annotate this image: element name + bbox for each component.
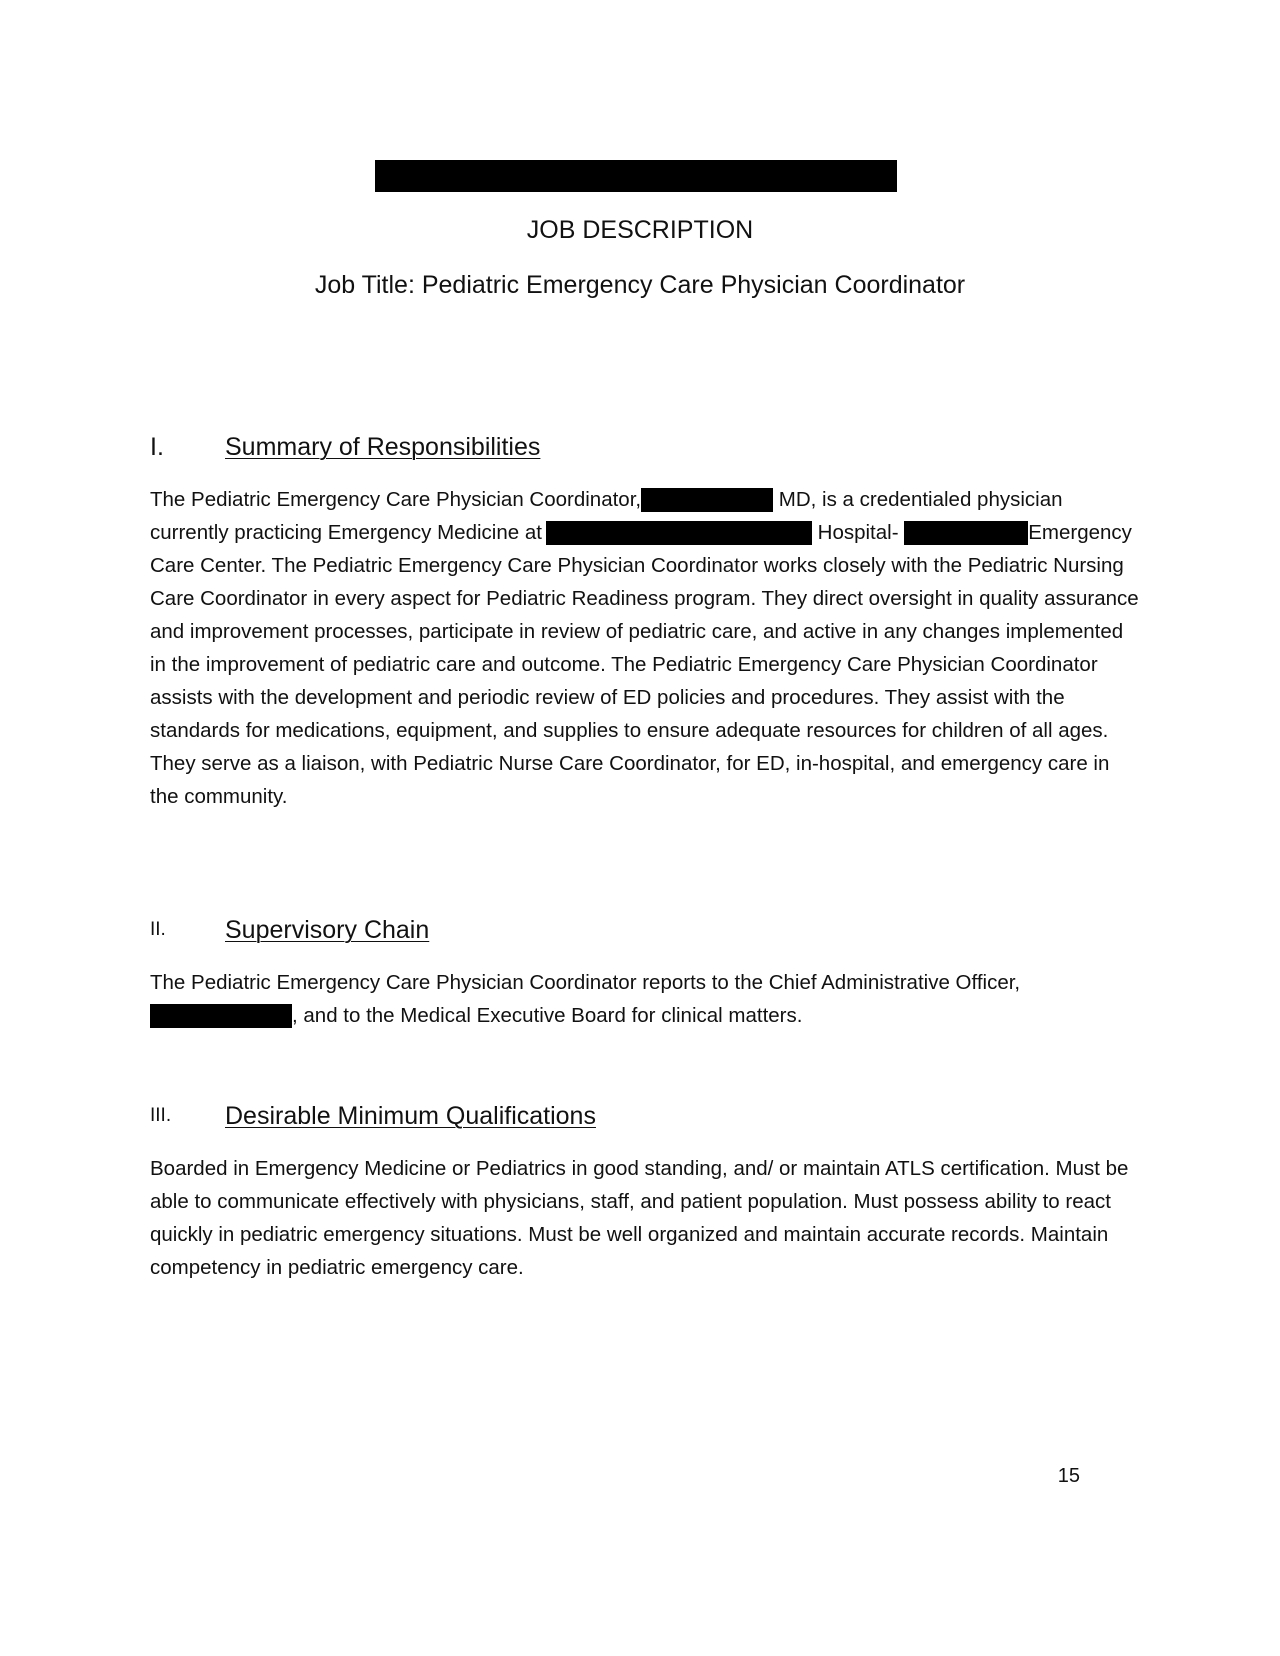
section-summary: [150, 430, 1140, 813]
section-number: I.: [150, 433, 164, 461]
section-heading: [150, 1099, 1140, 1133]
section-number: II.: [150, 919, 166, 940]
section-title: Supervisory Chain: [225, 916, 430, 944]
redacted-name: [641, 488, 773, 512]
redacted-hospital: [546, 521, 812, 545]
job-title: Job Title: Pediatric Emergency Care Physician Coordinator: [314, 271, 966, 299]
redacted-header-block: [375, 160, 897, 192]
section-number: III.: [150, 1105, 172, 1126]
paragraph-text: The Pediatric Emergency Care Physician Coordinator,: [150, 488, 642, 511]
paragraph-text: Emergency Care Center. The Pediatric Emergency Care Physician Coordinator works closely with the Pediatric Nursing Care Coordinator in every aspect for Pediatric Readiness program. They direct oversight in quality assurance and improvement processes, participate in review of pediatric care, and active in any changes implemented in the improvement of pediatric care and outcome. The Pediatric Emergency Care Physician Coordinator assists with the development and periodic review of ED policies and procedures. They assist with the standards for medications, equipment, and supplies to ensure adequate resources for children of all ages. They serve as a liaison, with Pediatric Nurse Care Coordinator, for ED, in-hospital, and emergency care in the community.: [150, 521, 1139, 808]
section-supervisory-chain: [150, 913, 1140, 1032]
section-title: Desirable Minimum Qualifications: [225, 1102, 596, 1130]
document-title: JOB DESCRIPTION: [526, 216, 754, 244]
section-heading: [150, 430, 1140, 464]
section-paragraph: Boarded in Emergency Medicine or Pediatrics in good standing, and/ or maintain ATLS certification. Must be able to communicate effectively with physicians, staff, and patient population. Must possess ability to react quickly in pediatric emergency situations. Must be well organized and maintain accurate records. Maintain competency in pediatric emergency care.: [150, 1157, 1129, 1279]
section-title: Summary of Responsibilities: [225, 433, 541, 461]
paragraph-text: MD, is a credentialed physician currently practicing Emergency Medicine at: [150, 488, 1063, 544]
paragraph-text: The Pediatric Emergency Care Physician Coordinator reports to the Chief Administrative Officer,: [150, 971, 1021, 994]
page-number: 15: [1057, 1465, 1080, 1487]
redacted-location: [904, 521, 1028, 545]
redacted-officer-name: [150, 1004, 292, 1028]
section-qualifications: [150, 1099, 1140, 1284]
section-paragraph: [150, 483, 1140, 813]
paragraph-text: Hospital-: [811, 521, 899, 544]
paragraph-text: , and to the Medical Executive Board for clinical matters.: [292, 1004, 803, 1027]
section-paragraph: [150, 966, 1140, 1032]
section-heading: [150, 913, 1140, 947]
